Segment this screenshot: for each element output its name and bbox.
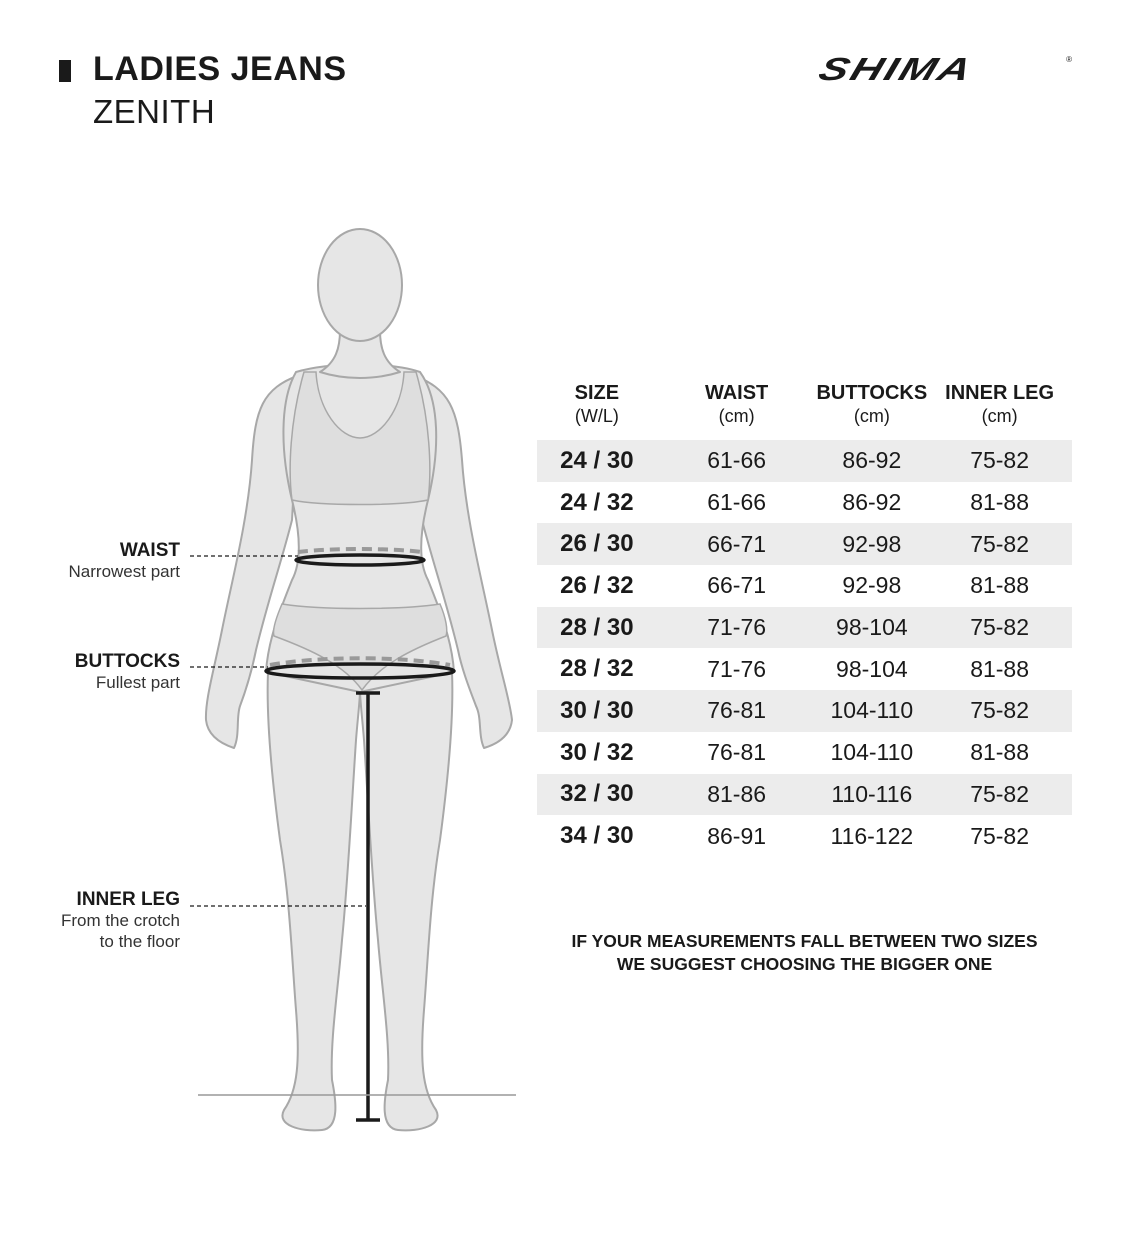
buttocks-description: Fullest part (95, 673, 180, 692)
header-size-unit: (W/L) (574, 406, 619, 426)
cell-inner-leg: 81-88 (970, 489, 1030, 516)
header-buttocks-unit: (cm) (853, 406, 890, 426)
cell-inner-leg: 75-82 (927, 607, 1072, 649)
cell-buttocks: 104-110 (816, 690, 927, 732)
cell-buttocks: 86-92 (842, 489, 902, 516)
brand-logo-text: SHIMA (814, 51, 979, 87)
cell-size: 32 / 30 (537, 774, 657, 816)
cell-waist: 71-76 (707, 655, 767, 682)
cell-waist: 61-66 (707, 489, 767, 516)
table-row (537, 774, 1072, 816)
cell-size: 30 / 32 (560, 738, 634, 766)
header-buttocks-label: BUTTOCKS (816, 382, 928, 404)
cell-size: 24 / 30 (537, 440, 657, 482)
table-row (537, 523, 1072, 565)
right-leg (360, 672, 452, 1130)
table-row (537, 482, 1072, 524)
body-figure (180, 220, 530, 1150)
table-row (537, 690, 1072, 732)
table-row (537, 648, 1072, 690)
header-waist-unit: (cm) (718, 406, 755, 426)
table-row (537, 607, 1072, 649)
cell-buttocks: 98-104 (816, 607, 927, 649)
cell-inner-leg: 75-82 (927, 523, 1072, 565)
sizing-note-line-1: IF YOUR MEASUREMENTS FALL BETWEEN TWO SIZES (571, 931, 1038, 951)
size-chart-table (537, 382, 1072, 857)
cell-size: 26 / 32 (560, 571, 634, 599)
header-size (537, 382, 657, 440)
cell-buttocks: 92-98 (816, 523, 927, 565)
cell-buttocks: 98-104 (836, 655, 908, 682)
cell-inner-leg: 81-88 (970, 655, 1030, 682)
cell-buttocks: 110-116 (816, 774, 927, 816)
cell-waist: 61-66 (657, 440, 817, 482)
cell-inner-leg: 75-82 (927, 690, 1072, 732)
table-row (537, 440, 1072, 482)
page-subtitle: ZENITH (93, 93, 216, 130)
cell-buttocks: 92-98 (842, 572, 902, 599)
header-inner-leg-unit: (cm) (981, 406, 1018, 426)
inner-leg-label: INNER LEG (76, 889, 180, 910)
cell-waist: 76-81 (657, 690, 817, 732)
cell-inner-leg: 81-88 (970, 739, 1030, 766)
waist-description: Narrowest part (68, 562, 180, 581)
cell-size: 28 / 32 (560, 655, 634, 683)
cell-buttocks: 104-110 (830, 739, 914, 766)
sizing-note-line-2: WE SUGGEST CHOOSING THE BIGGER ONE (616, 954, 993, 974)
table-header-row (537, 382, 1072, 440)
header-inner-leg-label: INNER LEG (945, 382, 1055, 404)
header-size-label: SIZE (574, 382, 620, 404)
buttocks-label: BUTTOCKS (74, 651, 180, 672)
cell-inner-leg: 75-82 (970, 822, 1030, 849)
cell-size: 24 / 32 (560, 488, 634, 516)
cell-waist: 71-76 (657, 607, 817, 649)
cell-size: 28 / 30 (537, 607, 657, 649)
table-row (537, 815, 1072, 857)
page-title: LADIES JEANS (93, 50, 347, 88)
cell-buttocks: 86-92 (816, 440, 927, 482)
header-waist-label: WAIST (704, 382, 769, 404)
cell-waist: 66-71 (707, 572, 767, 599)
cell-inner-leg: 81-88 (970, 572, 1030, 599)
cell-waist: 76-81 (707, 739, 767, 766)
cell-waist: 86-91 (707, 822, 767, 849)
brand-logo (814, 51, 1072, 87)
left-leg (268, 672, 360, 1130)
header-inner-leg (927, 382, 1072, 440)
title-accent-bar (59, 60, 71, 82)
cell-inner-leg: 75-82 (927, 440, 1072, 482)
sizing-note (537, 930, 1072, 976)
inner-leg-description-2: to the floor (99, 932, 180, 951)
cell-size: 30 / 30 (537, 690, 657, 732)
cell-waist: 81-86 (657, 774, 817, 816)
cell-size: 26 / 30 (537, 523, 657, 565)
cell-buttocks: 116-122 (830, 822, 914, 849)
inner-leg-description-1: From the crotch (60, 911, 180, 930)
waist-label: WAIST (119, 540, 180, 561)
table-row (537, 565, 1072, 607)
cell-waist: 66-71 (657, 523, 817, 565)
header-waist (657, 382, 817, 440)
registered-mark: ® (1066, 55, 1072, 64)
cell-size: 34 / 30 (560, 822, 634, 850)
table-row (537, 732, 1072, 774)
header-buttocks (816, 382, 927, 440)
head (318, 229, 402, 341)
cell-inner-leg: 75-82 (927, 774, 1072, 816)
